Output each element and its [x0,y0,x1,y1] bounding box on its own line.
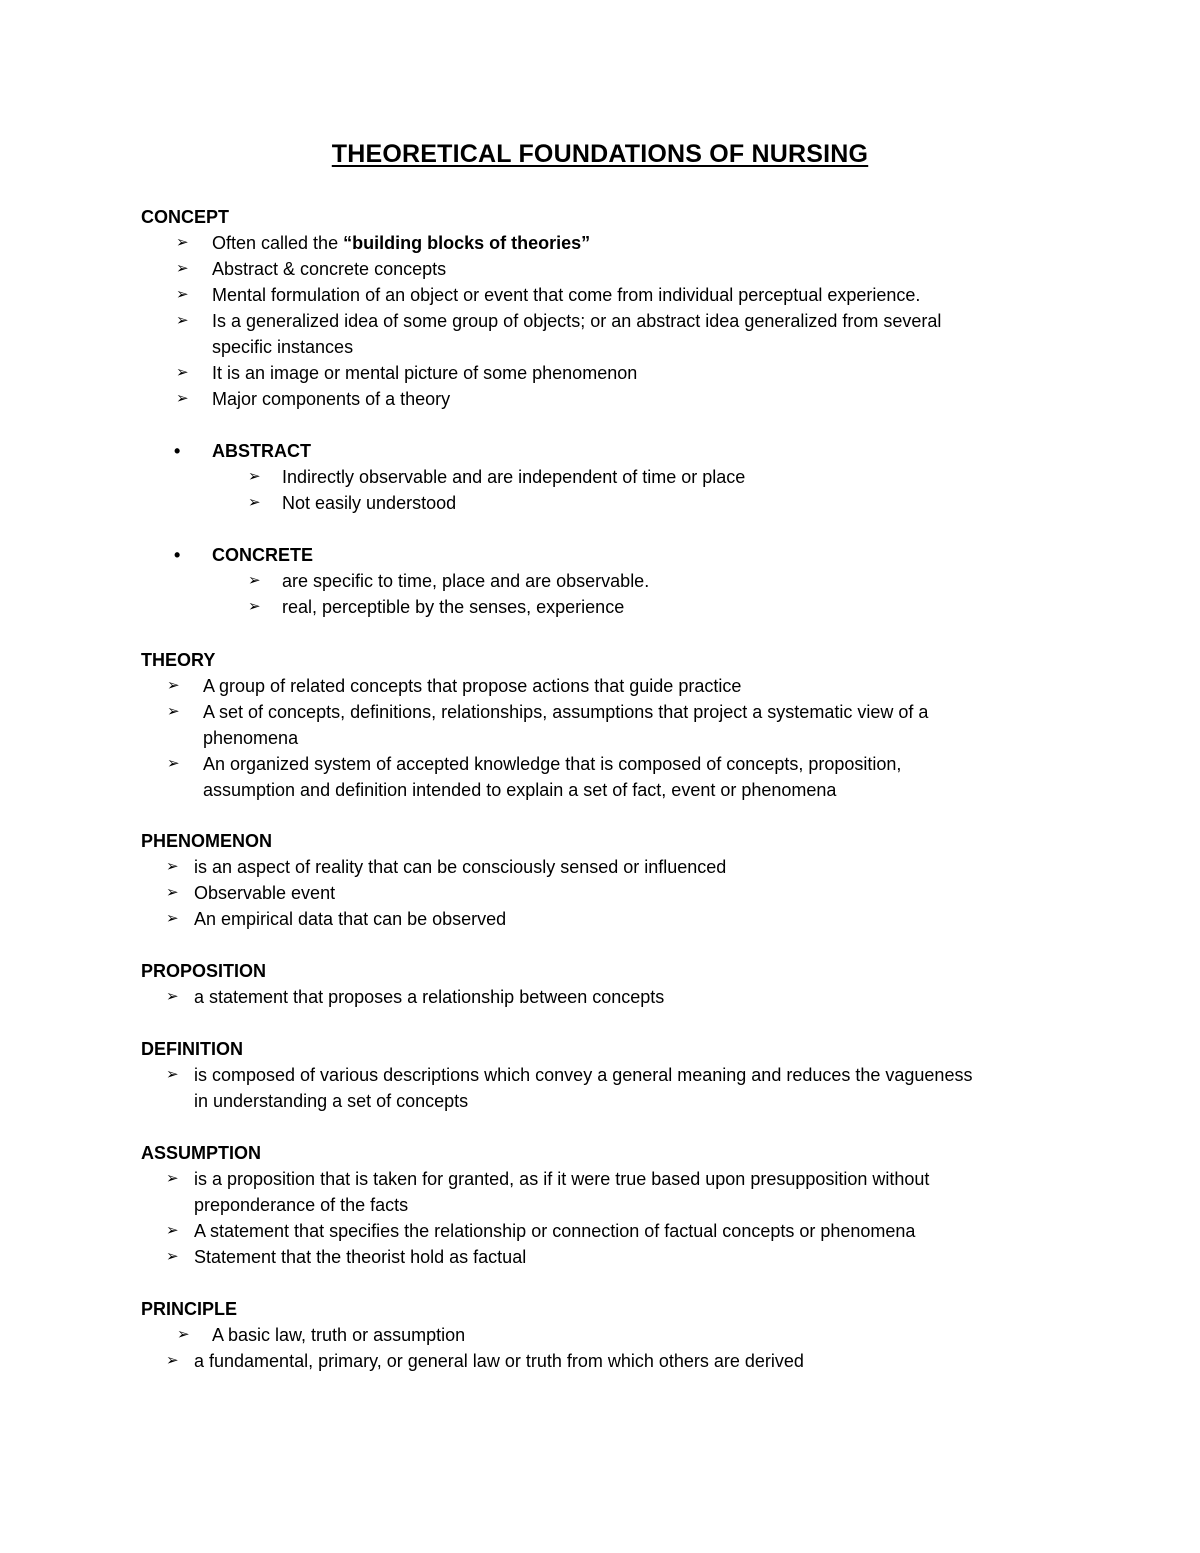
list-item [141,1348,1061,1374]
item-text: A group of related concepts that propose actions that guide practice [203,676,742,696]
arrow-bullet-icon: ➢ [248,598,261,615]
arrow-bullet-icon: ➢ [176,364,189,381]
list-item [176,256,1061,282]
arrow-bullet-icon: ➢ [166,858,179,875]
section-heading: PRINCIPLE [141,1299,238,1319]
item-text: Not easily understood [282,493,457,513]
list-item [166,1166,1061,1192]
item-text: It is an image or mental picture of some phenomenon [212,363,638,383]
subsection-abstract [174,438,1062,516]
item-text: A set of concepts, definitions, relationships, assumptions that project a systematic view of a [203,702,929,722]
subsection-concrete [174,542,1062,620]
subsection-heading [174,438,1062,464]
item-text: Major components of a theory [212,389,451,409]
item-text: Statement that the theorist hold as factual [194,1247,527,1267]
list-item [166,1218,1061,1244]
list-item [176,308,1061,334]
dot-bullet-icon: • [174,441,181,461]
arrow-bullet-icon: ➢ [166,1066,179,1083]
item-text: Abstract & concrete concepts [212,259,447,279]
item-text: An organized system of accepted knowledge that is composed of concepts, proposition, [203,754,902,774]
item-text: a fundamental, primary, or general law or truth from which others are derived [194,1351,804,1371]
list-item [248,490,1062,516]
arrow-bullet-icon: ➢ [177,1326,190,1343]
arrow-bullet-icon: ➢ [176,390,189,407]
list-item-continuation [194,1088,1061,1114]
arrow-bullet-icon: ➢ [248,468,261,485]
item-text: Often called the [212,233,344,253]
arrow-bullet-icon: ➢ [176,312,189,329]
item-text: specific instances [212,337,354,357]
arrow-bullet-icon: ➢ [166,1222,179,1239]
item-text: A statement that specifies the relationship or connection of factual concepts or phenomena [194,1221,916,1241]
list-item [176,230,1061,256]
list-item [248,464,1062,490]
page-title: THEORETICAL FOUNDATIONS OF NURSING [331,140,869,168]
item-text: Indirectly observable and are independent of time or place [282,467,746,487]
list-item [248,594,1062,620]
arrow-bullet-icon: ➢ [176,234,189,251]
item-emphasis: “building blocks of theories” [343,233,591,253]
item-text: in understanding a set of concepts [194,1091,469,1111]
subsection-heading [174,542,1062,568]
item-text: Observable event [194,883,336,903]
item-text: assumption and definition intended to explain a set of fact, event or phenomena [203,780,837,800]
arrow-bullet-icon: ➢ [167,755,180,772]
list-item-continuation [194,1192,1061,1218]
list-item [166,984,1061,1010]
list-item [167,673,1061,699]
section-theory [141,647,1061,803]
arrow-bullet-icon: ➢ [166,884,179,901]
list-item [167,751,1061,777]
item-text: An empirical data that can be observed [194,909,507,929]
item-text: a statement that proposes a relationship between concepts [194,987,665,1007]
item-text: are specific to time, place and are observable. [282,571,650,591]
list-item [176,386,1061,412]
arrow-bullet-icon: ➢ [176,260,189,277]
section-assumption [141,1140,1061,1270]
item-text: is an aspect of reality that can be consciously sensed or influenced [194,857,727,877]
list-item [166,906,1061,932]
arrow-bullet-icon: ➢ [166,1248,179,1265]
arrow-bullet-icon: ➢ [176,286,189,303]
item-text: Mental formulation of an object or event that come from individual perceptual experience. [212,285,921,305]
arrow-bullet-icon: ➢ [166,1352,179,1369]
section-principle [141,1296,1061,1374]
list-item-continuation [212,334,1061,360]
list-item [167,699,1061,725]
item-text: phenomena [203,728,299,748]
item-text: is composed of various descriptions which convey a general meaning and reduces the vagueness [194,1065,973,1085]
list-item-continuation [203,777,1061,803]
dot-bullet-icon: • [174,545,181,565]
section-heading: DEFINITION [141,1039,243,1059]
arrow-bullet-icon: ➢ [166,1170,179,1187]
section-heading: CONCEPT [141,207,230,227]
section-definition [141,1036,1061,1114]
item-text: A basic law, truth or assumption [212,1325,466,1345]
list-item [176,282,1061,308]
arrow-bullet-icon: ➢ [248,494,261,511]
arrow-bullet-icon: ➢ [248,572,261,589]
list-item [166,880,1061,906]
section-phenomenon [141,828,1061,932]
arrow-bullet-icon: ➢ [167,677,180,694]
item-text: is a proposition that is taken for granted, as if it were true based upon presupposition without [194,1169,930,1189]
list-item [141,1322,1061,1348]
section-heading: ASSUMPTION [141,1143,262,1163]
item-text: Is a generalized idea of some group of objects; or an abstract idea generalized from several [212,311,942,331]
section-proposition [141,958,1061,1010]
arrow-bullet-icon: ➢ [166,910,179,927]
section-heading: PHENOMENON [141,831,273,851]
list-item [166,854,1061,880]
list-item [248,568,1062,594]
section-heading: THEORY [141,650,216,670]
list-item [166,1062,1061,1088]
section-heading: PROPOSITION [141,961,267,981]
item-text: preponderance of the facts [194,1195,409,1215]
subsection-heading-text: ABSTRACT [212,441,311,461]
list-item [176,360,1061,386]
list-item-continuation [203,725,1061,751]
list-item [166,1244,1061,1270]
arrow-bullet-icon: ➢ [166,988,179,1005]
item-text: real, perceptible by the senses, experience [282,597,625,617]
subsection-heading-text: CONCRETE [212,545,314,565]
section-concept [141,204,1061,412]
arrow-bullet-icon: ➢ [167,703,180,720]
